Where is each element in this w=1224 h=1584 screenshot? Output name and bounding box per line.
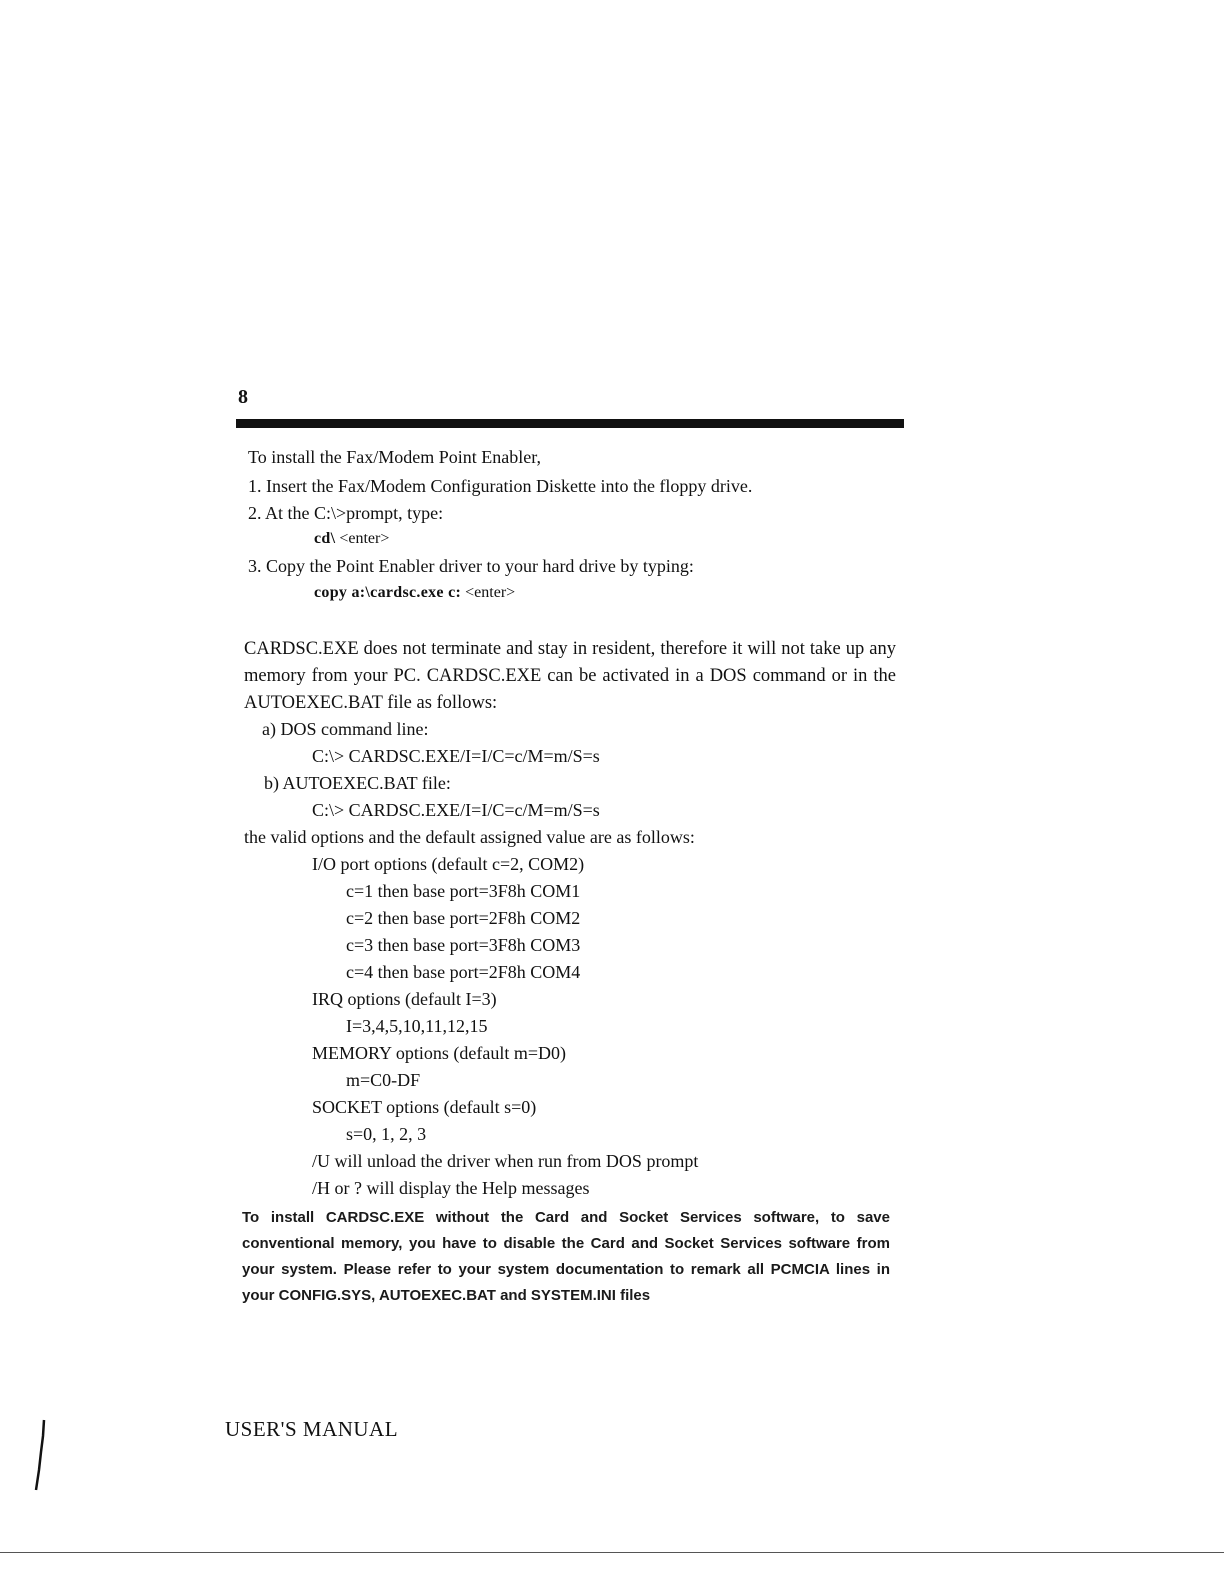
header-rule <box>236 419 904 428</box>
footer-manual-title: USER'S MANUAL <box>225 1417 399 1441</box>
usage-b-label: b) AUTOEXEC.BAT file: <box>264 773 451 793</box>
usage-b-command: C:\> CARDSC.EXE/I=I/C=c/M=m/S=s <box>312 800 600 820</box>
copy-command: copy a:\cardsc.exe c: <box>314 584 462 601</box>
enter-key-hint: <enter> <box>461 584 516 601</box>
page-number: 8 <box>238 386 248 408</box>
irq-options-title: IRQ options (default I=3) <box>312 989 497 1009</box>
memory-options-title: MEMORY options (default m=D0) <box>312 1043 566 1063</box>
step-1: 1. Insert the Fax/Modem Configuration Diskette into the floppy drive. <box>248 476 753 496</box>
usage-a-command: C:\> CARDSC.EXE/I=I/C=c/M=m/S=s <box>312 746 600 766</box>
paragraph-resident: CARDSC.EXE does not terminate and stay in resident, therefore it will not take up any memory from your PC. CARDSC.EXE can be activated in a DOS command or in the AUTOEXEC.BAT file as follows: <box>244 639 896 713</box>
cd-command: cd\ <box>314 530 336 547</box>
step-2: 2. At the C:\>prompt, type: <box>248 503 444 523</box>
socket-values: s=0, 1, 2, 3 <box>346 1124 427 1144</box>
memory-values: m=C0-DF <box>346 1070 421 1090</box>
step-3-command <box>314 582 515 604</box>
paragraph-card-socket: To install CARDSC.EXE without the Card and Socket Services software, to save conventional memory, you have to disable the Card and Socket Services software from your system. Please refer to your system documentation to remark all PCMCIA lines in your CONFIG.SYS, AUTOEXEC.BAT and SYSTEM.INI files <box>242 1209 890 1304</box>
scan-artifact-mark <box>30 1418 48 1498</box>
intro-text: To install the Fax/Modem Point Enabler, <box>248 447 541 467</box>
step-2-command <box>314 528 389 550</box>
help-option: /H or ? will display the Help messages <box>312 1178 590 1198</box>
irq-values: I=3,4,5,10,11,12,15 <box>346 1016 488 1036</box>
io-option-2: c=2 then base port=2F8h COM2 <box>346 908 581 928</box>
io-option-1: c=1 then base port=3F8h COM1 <box>346 881 581 901</box>
io-option-4: c=4 then base port=2F8h COM4 <box>346 962 581 982</box>
bottom-rule <box>0 1552 1224 1553</box>
usage-a-label: a) DOS command line: <box>262 719 429 739</box>
socket-options-title: SOCKET options (default s=0) <box>312 1097 537 1117</box>
unload-option: /U will unload the driver when run from DOS prompt <box>312 1151 699 1171</box>
options-intro: the valid options and the default assigned value are as follows: <box>244 827 695 847</box>
io-options-title: I/O port options (default c=2, COM2) <box>312 854 585 874</box>
enter-key-hint: <enter> <box>335 530 390 547</box>
step-3: 3. Copy the Point Enabler driver to your hard drive by typing: <box>248 556 694 576</box>
io-option-3: c=3 then base port=3F8h COM3 <box>346 935 581 955</box>
